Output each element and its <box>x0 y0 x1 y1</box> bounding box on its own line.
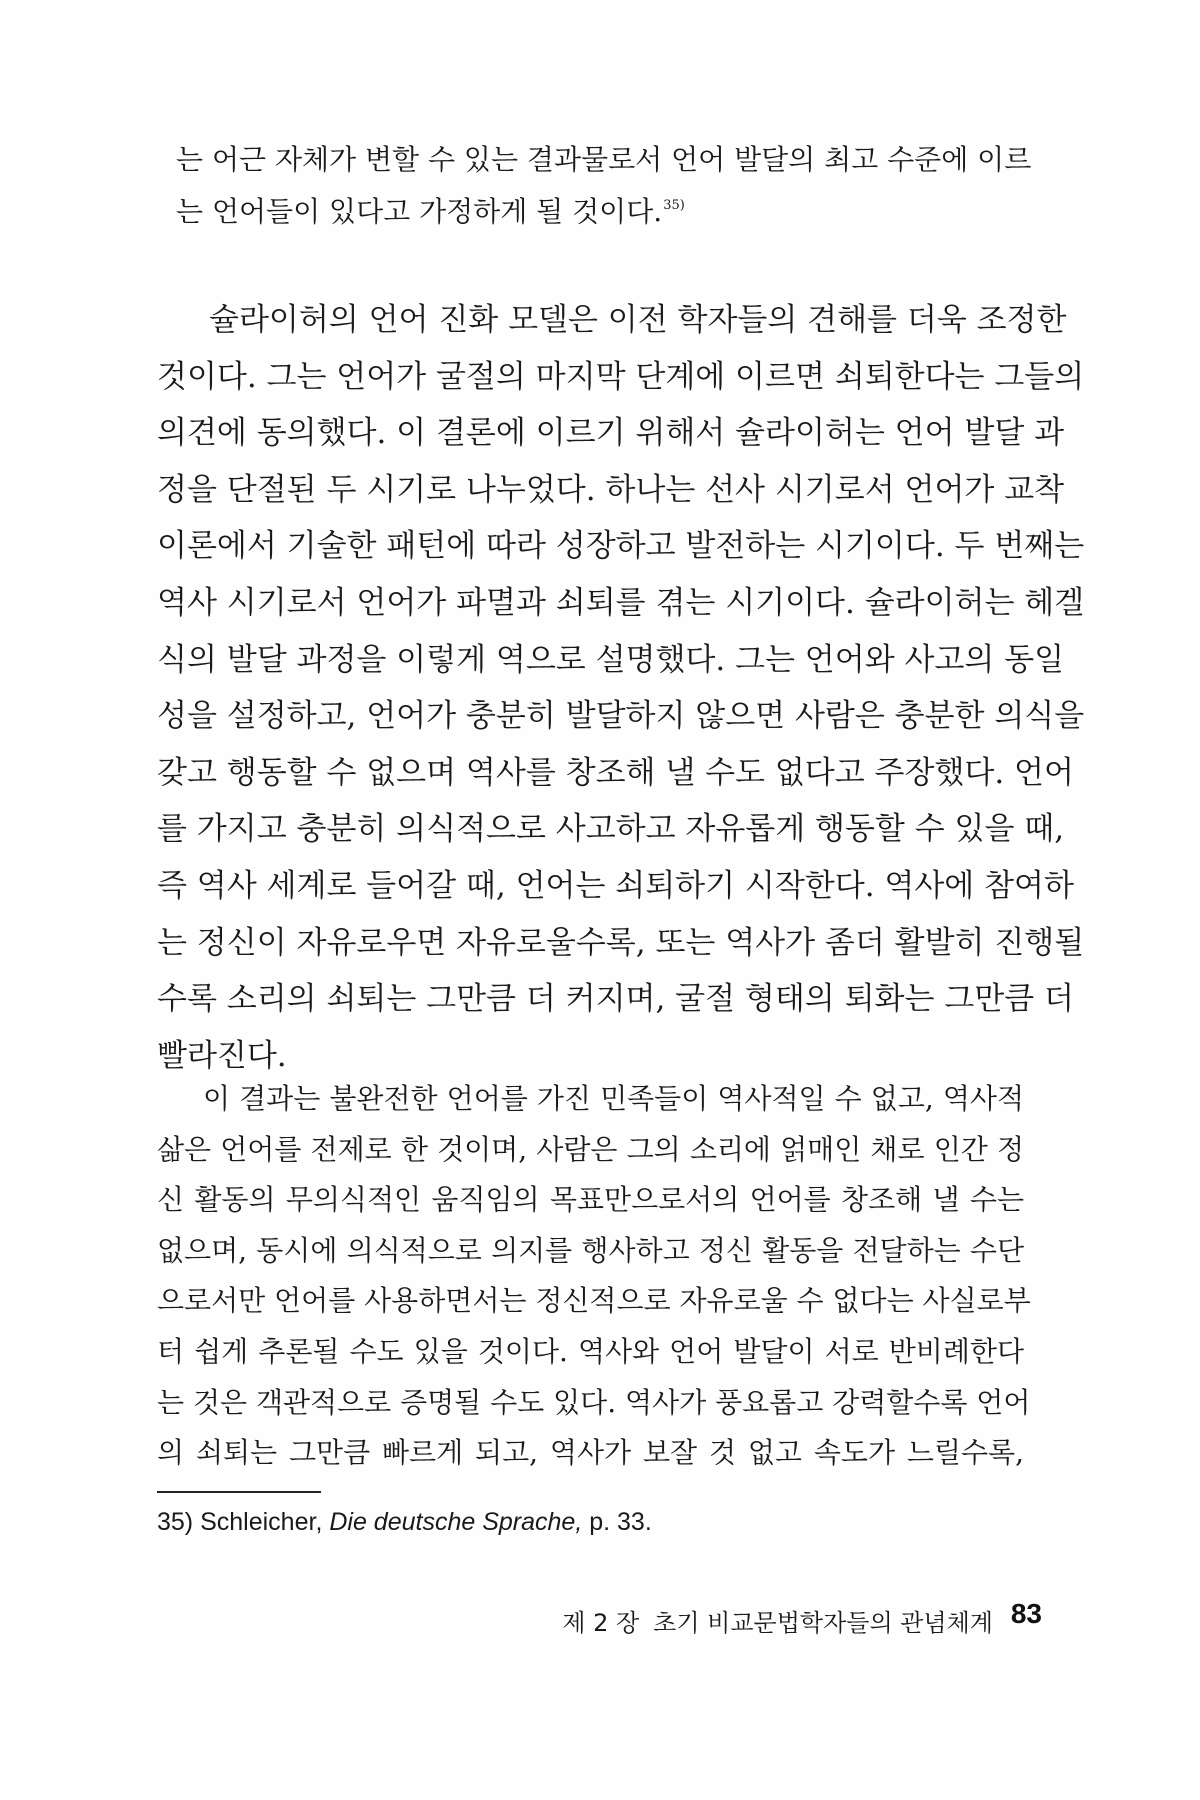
paragraph <box>157 1074 1031 1479</box>
footnote-divider <box>157 1491 321 1493</box>
footnote-number: 35) <box>157 1508 194 1536</box>
footnote-author: Schleicher, <box>200 1508 323 1536</box>
paragraph-line: 빨라진다. <box>157 1037 287 1074</box>
paragraph-line: 신 활동의 무의식적인 움직임의 목표만으로서의 언어를 창조해 낼 수는 <box>157 1183 1024 1217</box>
chapter-title: 초기 비교문법학자들의 관념체계 <box>653 1609 993 1637</box>
paragraph <box>157 292 1085 1084</box>
paragraph-line: 성을 설정하고, 언어가 충분히 발달하지 않으면 사람은 충분한 의식을 <box>157 698 1085 735</box>
paragraph-line: 정을 단절된 두 시기로 나누었다. 하나는 선사 시기로서 언어가 교착 <box>157 471 1065 508</box>
quote-line-text: 는 언어들이 있다고 가정하게 될 것이다. <box>176 195 663 228</box>
paragraph-line: 의 쇠퇴는 그만큼 빠르게 되고, 역사가 보잘 것 없고 속도가 느릴수록, <box>157 1436 1024 1470</box>
quote-line <box>176 134 1032 186</box>
paragraph-line: 역사 시기로서 언어가 파멸과 쇠퇴를 겪는 시기이다. 슐라이허는 헤겔 <box>157 584 1085 621</box>
paragraph-line: 수록 소리의 쇠퇴는 그만큼 더 커지며, 굴절 형태의 퇴화는 그만큼 더 <box>157 981 1074 1018</box>
paragraph-line: 슐라이허의 언어 진화 모델은 이전 학자들의 견해를 더욱 조정한 <box>209 302 1067 338</box>
paragraph-line: 으로서만 언어를 사용하면서는 정신적으로 자유로울 수 없다는 사실로부 <box>157 1284 1031 1318</box>
chapter-label: 제 2 장 <box>562 1609 640 1637</box>
footnote <box>157 1508 652 1537</box>
paragraph-line: 를 가지고 충분히 의식적으로 사고하고 자유롭게 행동할 수 있을 때, <box>157 811 1065 848</box>
paragraph-line: 이론에서 기술한 패턴에 따라 성장하고 발전하는 시기이다. 두 번째는 <box>157 528 1085 565</box>
paragraph-line: 는 것은 객관적으로 증명될 수도 있다. 역사가 풍요롭고 강력할수록 언어 <box>157 1385 1031 1419</box>
paragraph-line: 터 쉽게 추론될 수도 있을 것이다. 역사와 언어 발달이 서로 반비례한다 <box>157 1334 1024 1368</box>
paragraph-line: 는 정신이 자유로우면 자유로울수록, 또는 역사가 좀더 활발히 진행될 <box>157 924 1085 961</box>
footnote-page: p. 33. <box>589 1508 652 1536</box>
paragraph-line: 이 결과는 불완전한 언어를 가진 민족들이 역사적일 수 없고, 역사적 <box>203 1082 1024 1115</box>
page-number: 83 <box>1010 1598 1042 1629</box>
quote-line-text: 는 어근 자체가 변할 수 있는 결과물로서 언어 발달의 최고 수준에 이르 <box>176 143 1032 176</box>
running-footer <box>562 1603 993 1638</box>
quote-line <box>176 186 1024 238</box>
block-quote <box>176 134 1032 238</box>
paragraph-line: 갖고 행동할 수 없으며 역사를 창조해 낼 수도 없다고 주장했다. 언어 <box>157 754 1074 791</box>
paragraph-line: 삶은 언어를 전제로 한 것이며, 사람은 그의 소리에 얽매인 채로 인간 정 <box>157 1132 1024 1166</box>
footnote-reference: 35) <box>663 198 685 213</box>
paragraph-line: 즉 역사 세계로 들어갈 때, 언어는 쇠퇴하기 시작한다. 역사에 참여하 <box>157 867 1074 904</box>
paragraph-line: 것이다. 그는 언어가 굴절의 마지막 단계에 이르면 쇠퇴한다는 그들의 <box>157 358 1085 395</box>
paragraph-line: 의견에 동의했다. 이 결론에 이르기 위해서 슐라이허는 언어 발달 과 <box>157 415 1065 452</box>
paragraph-line: 식의 발달 과정을 이렇게 역으로 설명했다. 그는 언어와 사고의 동일 <box>157 641 1065 678</box>
footnote-title: Die deutsche Sprache, <box>329 1508 583 1536</box>
paragraph-line: 없으며, 동시에 의식적으로 의지를 행사하고 정신 활동을 전달하는 수단 <box>157 1233 1024 1267</box>
